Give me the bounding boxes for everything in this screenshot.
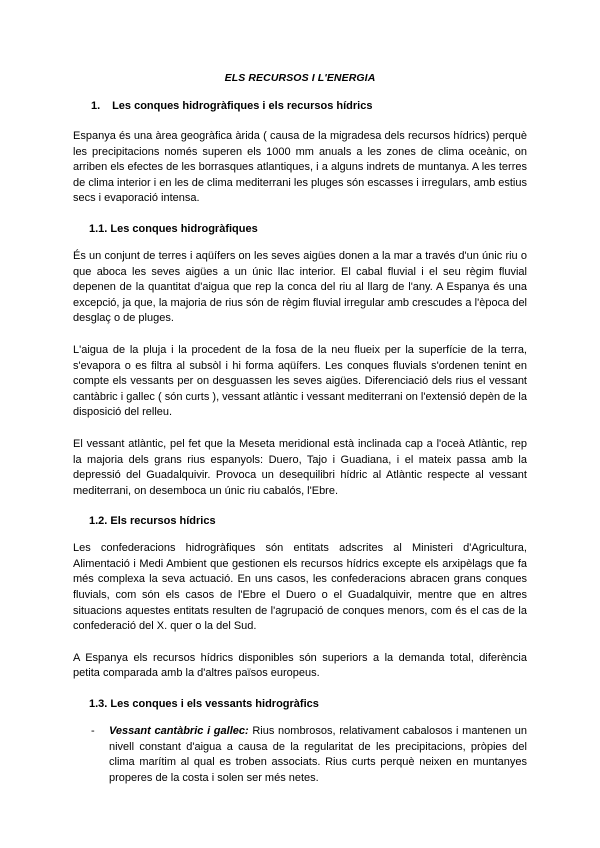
section-1-1-heading: 1.1. Les conques hidrogràfiques xyxy=(89,222,258,235)
section-1-1-paragraph-3: El vessant atlàntic, pel fet que la Meseta meridional està inclinada cap a l'oceà Atlàntic, rep la majoria dels grans rius espanyols: Duero, Tajo i Guadiana, i el mateix passa amb la depressió del Guadalquivir. Provoca un desequilibri hídric al Atlàntic respecte al vessant mediterrani, on desemboca un únic riu cabalós, l'Ebre. xyxy=(73,437,527,497)
section-1-1-paragraph-1: És un conjunt de terres i aqüífers on les seves aigües donen a la mar a través d'un únic riu o que aboca les seves aigües a un únic llac interior. El cabal fluvial i el seu règim fluvial depenen de la quantitat d'aigua que rep la conca del riu al llarg de l'any. A Espanya és una excepció, ja que, la majoria de rius són de règim fluvial irregular amb crescudes a l'època del desglaç o de pluges. xyxy=(73,249,527,325)
bullet-lead: Vessant cantàbric i gallec: xyxy=(109,725,249,738)
section-1-heading-text: Les conques hidrogràfiques i els recursos hídrics xyxy=(112,100,373,112)
section-1-2-paragraph-2: A Espanya els recursos hídrics disponibles són superiors a la demanda total, diferència petita comparada amb la d'altres països europeus. xyxy=(73,651,527,680)
list-item xyxy=(91,724,527,786)
section-1-3-heading: 1.3. Les conques i els vessants hidrogràfics xyxy=(89,698,319,711)
section-1-1-paragraph-2: L'aigua de la pluja i la procedent de la fosa de la neu flueix per la superfície de la terra, s'evapora o es filtra al subsòl i hi forma aqüífers. Les conques fluvials s'ordenen tenint en compte els vessants per on desguassen les seves aigües. Diferenciació dels rius el vessant cantàbric i gallec ( són curts ), vessant atlàntic i vessant mediterrani on l'extensió depèn de la disposició del relleu. xyxy=(73,343,527,419)
section-1-number: 1. xyxy=(91,100,101,112)
section-1-intro-paragraph: Espanya és una àrea geogràfica àrida ( causa de la migradesa dels recursos hídrics) perquè les precipitacions només superen els 1000 mm anuals a les zones de clima oceànic, on arriben els efectes de les borrasques atlantiques, i a alguns indrets de muntanya. A les terres de clima interior i en les de clima mediterrani les pluges són escasses i irregulars, amb estius secs i evaporació intensa. xyxy=(73,130,527,205)
bullet-text xyxy=(109,724,527,786)
bullet-dash: - xyxy=(91,725,95,738)
section-1-heading xyxy=(91,100,527,112)
section-1-2-paragraph-1: Les confederacions hidrogràfiques són entitats adscrites al Ministeri d'Agricultura, Alimentació i Medi Ambient que gestionen els recursos hídrics excepte els arxipèlags que fa més complexa la seva actuació. En uns casos, les confederacions abracen grans conques fluvials, com són els casos de l'Ebre el Duero o el Guadalquivir, mentre que en altres situacions aquestes entitats resulten de l'agrupació de conques menors, com és el cas de la confederació del X. quer o la del Sud. xyxy=(73,542,527,633)
section-1-2-heading: 1.2. Els recursos hídrics xyxy=(89,515,216,528)
bullet-body: Rius nombrosos, relativament cabalosos i mantenen un nivell constant d'aigua a causa de la regularitat de les precipitacions, pròpies del clima marítim al qual es troben associats. Rius curts perquè neixen en muntanyes properes de la costa i solen ser més netes. xyxy=(109,725,528,784)
document-title: ELS RECURSOS I L'ENERGIA xyxy=(224,72,376,84)
